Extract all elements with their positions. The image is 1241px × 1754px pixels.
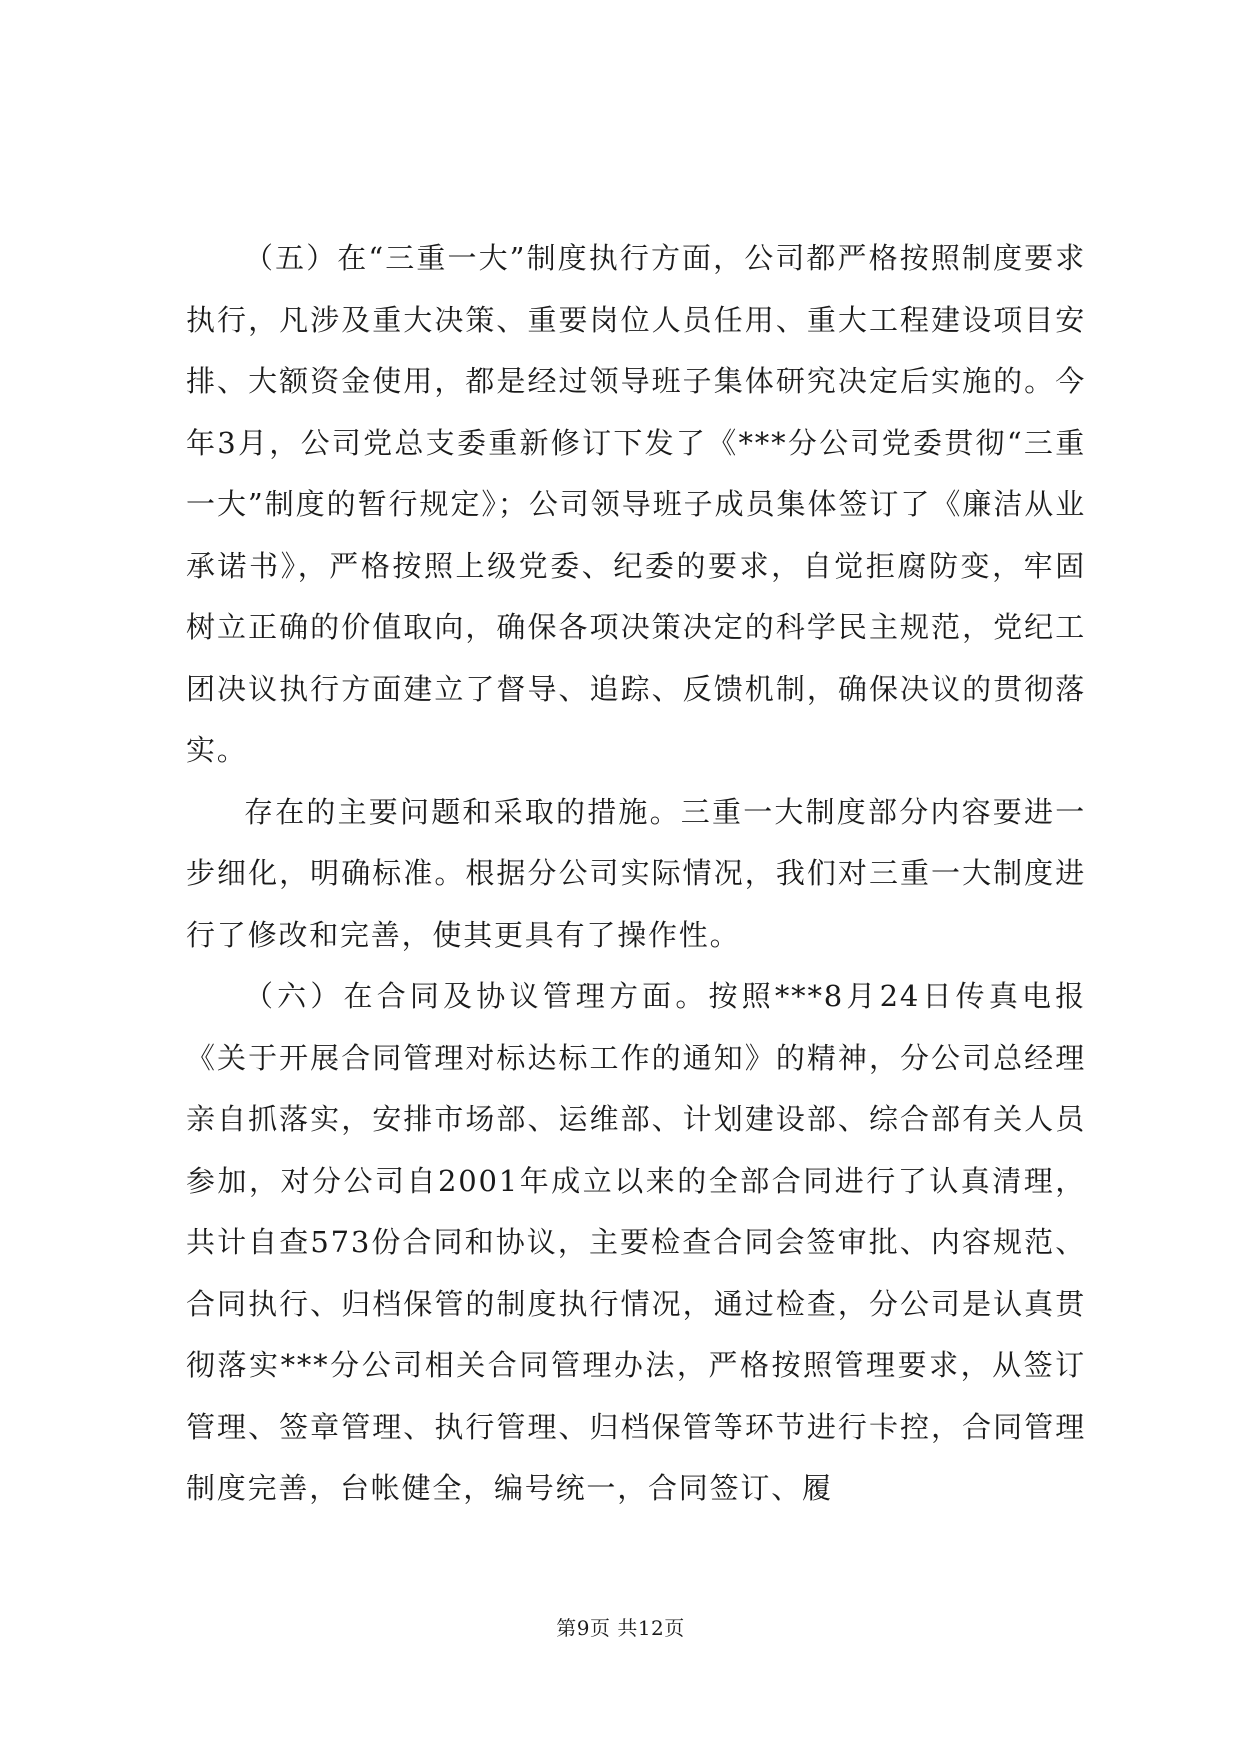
document-body [186,228,1086,1520]
page-number-footer: 第9页 共12页 [556,1616,685,1640]
paragraph-six: （六）在合同及协议管理方面。按照***8月24日传真电报《关于开展合同管理对标达标工作的通知》的精神，分公司总经理亲自抓落实，安排市场部、运维部、计划建设部、综合部有关人员参加，对分公司自2001年成立以来的全部合同进行了认真清理，共计自查573份合同和协议，主要检查合同会签审批、内容规范、合同执行、归档保管的制度执行情况，通过检查，分公司是认真贯彻落实***分公司相关合同管理办法，严格按照管理要求，从签订管理、签章管理、执行管理、归档保管等环节进行卡控，合同管理制度完善，台帐健全，编号统一，合同签订、履 [186,979,1086,1505]
paragraph-five: （五）在“三重一大”制度执行方面，公司都严格按照制度要求执行，凡涉及重大决策、重要岗位人员任用、重大工程建设项目安排、大额资金使用，都是经过领导班子集体研究决定后实施的。今年3月，公司党总支委重新修订下发了《***分公司党委贯彻“三重一大”制度的暂行规定》；公司领导班子成员集体签订了《廉洁从业承诺书》，严格按照上级党委、纪委的要求，自觉拒腐防变，牢固树立正确的价值取向，确保各项决策决定的科学民主规范，党纪工团决议执行方面建立了督导、追踪、反馈机制，确保决议的贯彻落实。 [186,241,1086,767]
paragraph-issues: 存在的主要问题和采取的措施。三重一大制度部分内容要进一步细化，明确标准。根据分公司实际情况，我们对三重一大制度进行了修改和完善，使其更具有了操作性。 [186,794,1086,952]
